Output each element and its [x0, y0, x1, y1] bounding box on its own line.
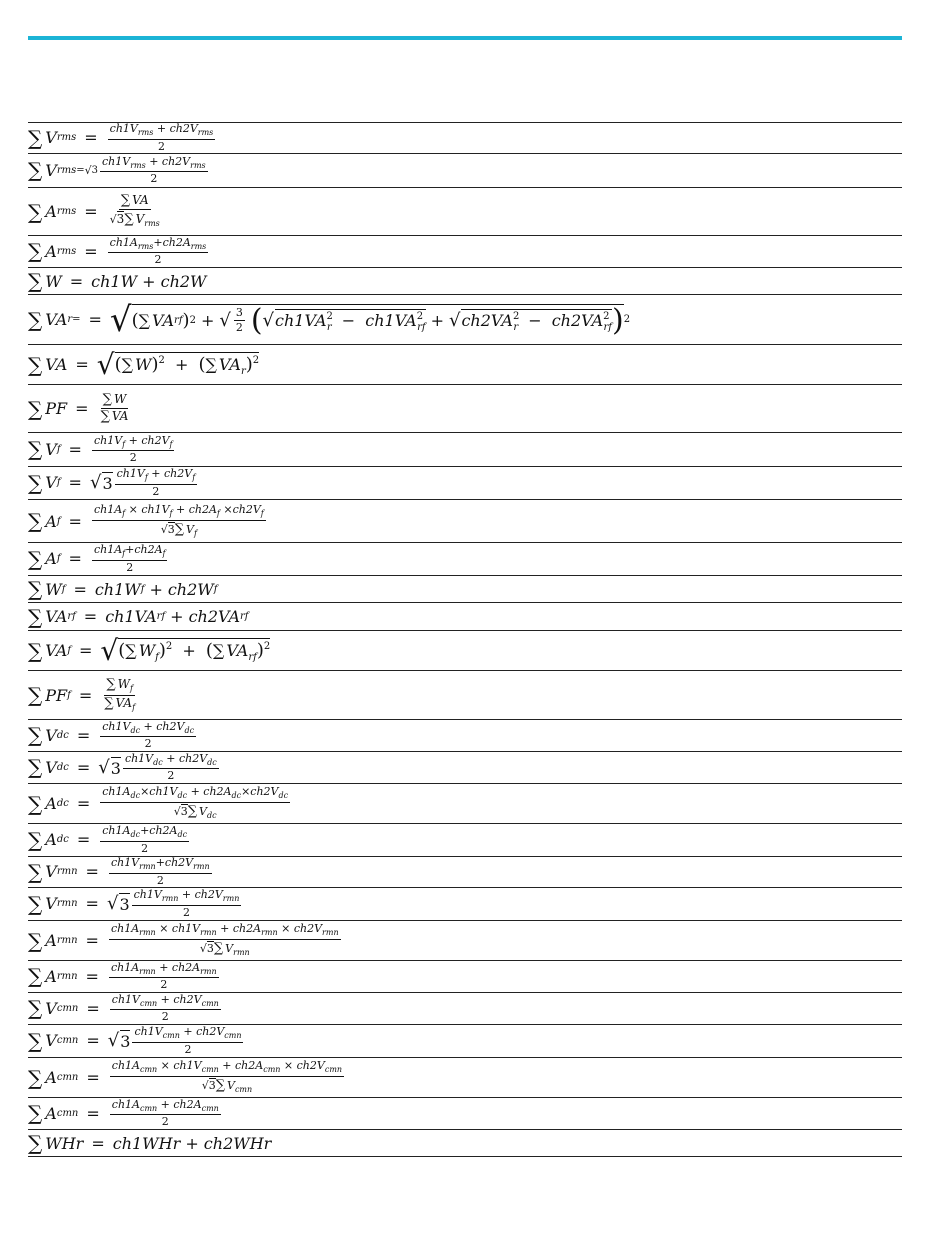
formula-row	[28, 1058, 902, 1098]
formula: ∑ A rmn = $\frac{ch1A_{rmn} + ch2A_{rmn}}{2}$	[28, 960, 217, 992]
formula: ∑ WHr = ch1WHr + ch2WHr	[28, 1131, 272, 1155]
formula-row	[28, 433, 902, 467]
formula-row	[28, 720, 902, 752]
formula-row	[28, 631, 902, 671]
formula: ∑ VA rf = ch1VA rf + ch2VA rf	[28, 604, 249, 629]
top-accent-rule	[28, 36, 902, 40]
formula: ∑ W f = ch1W f + ch2W f	[28, 577, 218, 601]
formula-row	[28, 268, 902, 295]
formula-row	[28, 345, 902, 385]
formula: ∑ V rmn = $\frac{ch1V_{rmn}+ch2V_{rmn}}{2}$	[28, 856, 210, 887]
formula-row	[28, 576, 902, 603]
formula-row	[28, 921, 902, 961]
formula: ∑ PF f = $\frac{\sum W_f}{\sum VA_f}$	[28, 676, 136, 712]
formula: ∑ A cmn = $\frac{ch1A_{cmn} + ch2A_{cmn}}{2}$	[28, 1097, 219, 1129]
formula-row	[28, 671, 902, 720]
formula-row	[28, 467, 902, 500]
formula-row	[28, 1098, 902, 1130]
formula-row	[28, 888, 902, 921]
formula: ∑ V cmn = √ 3 $\frac{ch1V_{cmn} + ch2V_{cmn}}{2}$	[28, 1025, 242, 1056]
formula: ∑ PF = $\frac{\sum W}{\sum VA}$	[28, 391, 129, 424]
formula: ∑ VA = √ (∑ W)$^2$ + (∑ $VA_r)^2$	[28, 347, 260, 381]
formula: ∑ V cmn = $\frac{ch1V_{cmn} + ch2V_{cmn}}{2}$	[28, 992, 219, 1024]
formula-row	[28, 543, 902, 576]
formula-row	[28, 188, 902, 236]
formula: ∑ V dc = $\frac{ch1V_{dc} + ch2V_{dc}}{2}$	[28, 719, 195, 751]
formula-row	[28, 385, 902, 433]
formula: ∑ V dc = √ 3 $\frac{ch1V_{dc} + ch2V_{dc}}{2}$	[28, 751, 217, 783]
formula: ∑ A cmn = $\frac{ch1A_{cmn} \times ch1V_{cmn} + ch2A_{cmn} \times ch2V_{cmn}}{√3\sum V_{cmn}}$	[28, 1059, 343, 1094]
formula-row	[28, 236, 902, 268]
formula-row	[28, 961, 902, 993]
formula-table	[28, 122, 902, 1157]
formula-row	[28, 752, 902, 784]
formula: ∑ VA f = √ (∑ $W_f)^2$ + (∑ $VA_{rf})^2$	[28, 633, 271, 667]
formula-row	[28, 1130, 902, 1157]
formula: ∑ A dc = $\frac{ch1A_{dc}\times ch1V_{dc} + ch2A_{dc}\times ch2V_{dc}}{√3\sum V_{dc}}$	[28, 785, 289, 820]
formula-row	[28, 824, 902, 857]
formula: ∑ VA r= = √ ( ∑ VA rf ) 2 + √ $\frac{3}{2}$ ( √ $ch1VA^2_r - ch1VA^2_{rf}$ + √ $ch2VA^2_r - ch2VA^2_{rf}$ ) 2	[28, 299, 631, 340]
formula: ∑ V f = √ 3 $\frac{ch1V_f + ch2V_f}{2}$	[28, 467, 196, 498]
formula-row	[28, 784, 902, 824]
formula: ∑ A rms = $\frac{ch1A_{rms}+ch2A_{rms}}{2}$	[28, 235, 207, 267]
formula: ∑ V rms = $\frac{ch1V_{rms} + ch2V_{rms}}{2}$	[28, 122, 214, 153]
formula: ∑ A dc = $\frac{ch1A_{dc}+ch2A_{dc}}{2}$	[28, 824, 188, 855]
formula-row	[28, 1025, 902, 1058]
formula-row	[28, 123, 902, 154]
formula-row	[28, 857, 902, 888]
formula-row	[28, 500, 902, 543]
formula: ∑ V f = $\frac{ch1V_f + ch2V_f}{2}$	[28, 433, 173, 465]
formula: ∑ A f = $\frac{ch1A_f \times ch1V_f + ch2A_f \times ch2V_f}{√3\sum V_f}$	[28, 502, 264, 538]
formula: ∑ A rmn = $\frac{ch1A_{rmn} \times ch1V_{rmn} + ch2A_{rmn} \times ch2V_{rmn}}{√3\sum V_{rmn}}$	[28, 922, 339, 957]
formula-row	[28, 993, 902, 1025]
formula-row	[28, 154, 902, 188]
formula-row	[28, 603, 902, 631]
formula: ∑ W = ch1W + ch2W	[28, 269, 207, 293]
formula: ∑ V rms= √ 3 $\frac{ch1V_{rms} + ch2V_{rms}}{2}$	[28, 154, 206, 186]
formula: ∑ A rms = $\frac{\sum VA}{√3\sum V_{rms}}$	[28, 192, 160, 229]
formula: ∑ A f = $\frac{ch1A_f+ch2A_f}{2}$	[28, 543, 166, 574]
formula: ∑ V rmn = √ 3 $\frac{ch1V_{rmn} + ch2V_{rmn}}{2}$	[28, 888, 240, 919]
formula-row	[28, 295, 902, 345]
